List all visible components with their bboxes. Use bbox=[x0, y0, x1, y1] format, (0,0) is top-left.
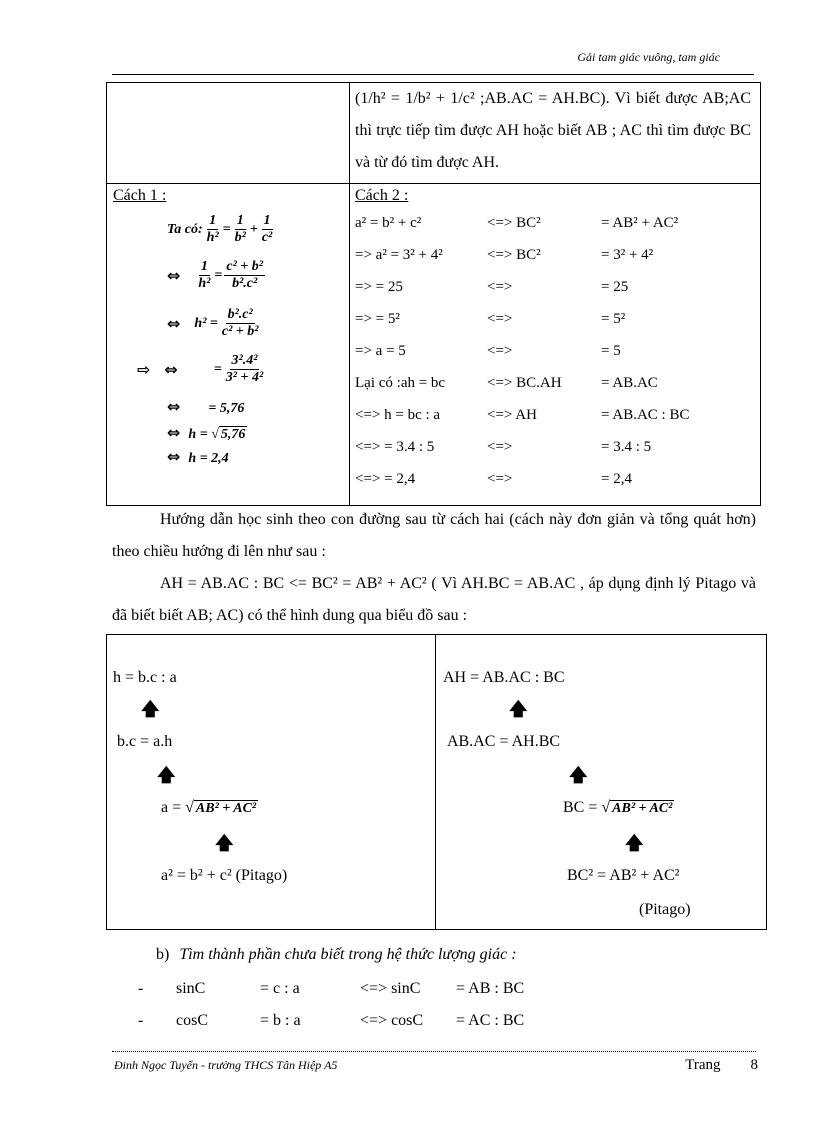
paragraph-summary: AH = AB.AC : BC <= BC² = AB² + AC² ( Vì AH.BC = AB.AC , áp dụng định lý Pitago và đã biết biết AB; AC) có thể hình dung qua biểu đồ sau : bbox=[112, 575, 756, 624]
table-row: => a = 5 <=> = 5 bbox=[355, 343, 621, 359]
diagram-divider bbox=[435, 635, 436, 929]
diagram-right-step-3: BC = √ AB² + AC² bbox=[563, 799, 673, 816]
diagram-right-step-4: BC² = AB² + AC² bbox=[567, 867, 680, 884]
footer-author: Đinh Ngọc Tuyển - trường THCS Tân Hiệp A5 bbox=[114, 1058, 338, 1072]
up-arrow-icon: 🡅 bbox=[215, 833, 234, 854]
table-divider bbox=[107, 183, 760, 184]
up-arrow-icon: 🡅 bbox=[141, 699, 160, 720]
footer-rule bbox=[112, 1051, 756, 1052]
header-rule bbox=[112, 74, 754, 75]
paragraph-guide: Hướng dẫn học sinh theo con đường sau từ cách hai (cách này đơn giản và tổng quát hơn) theo chiều hướng đi lên như sau : bbox=[112, 511, 756, 560]
list-item: - sinC = c : a <=> sinC = AB : BC bbox=[138, 980, 525, 997]
trig-list bbox=[138, 980, 638, 1050]
section-b-heading: b) Tìm thành phần chưa biết trong hệ thức lượng giác : bbox=[156, 946, 517, 963]
formula-line-4: ⇨ ⇔ = $\frac{\text{3².4²}}{\text{3² + 4²}}$ bbox=[137, 353, 264, 385]
table-row: <=> = 3.4 : 5 <=> = 3.4 : 5 bbox=[355, 439, 652, 455]
table-row: Lại có :ah = bc <=> BC.AH = AB.AC bbox=[355, 375, 658, 391]
flow-diagram bbox=[106, 634, 767, 930]
formula-line-5: ⇔ = 5,76 bbox=[167, 397, 245, 416]
table-row: => = 25 <=> = 25 bbox=[355, 279, 629, 295]
method-2-label: Cách 2 : bbox=[355, 187, 409, 204]
formula-line-3: ⇔ h² = $\frac{\text{b².c²}}{\text{c² + b²}}$ bbox=[167, 307, 259, 339]
formula-line-1: Ta có: $\frac{1}{\text{h²}}$ = $\frac{1}{\text{b²}}$ + $\frac{1}{\text{c²}}$ bbox=[167, 213, 273, 245]
table-row: a² = b² + c² <=> BC² = AB² + AC² bbox=[355, 215, 679, 231]
diagram-left-step-1: h = b.c : a bbox=[113, 669, 177, 686]
formula-line-2: ⇔ $\frac{1}{\text{h²}}$ = $\frac{\text{c² + b²}}{\text{b².c²}}$ bbox=[167, 259, 263, 291]
table-row: => a² = 3² + 4² <=> BC² = 3² + 4² bbox=[355, 247, 654, 263]
table-row: => = 5² <=> = 5² bbox=[355, 311, 626, 327]
diagram-left-step-4: a² = b² + c² (Pitago) bbox=[161, 867, 288, 884]
table-divider bbox=[349, 83, 350, 505]
up-arrow-icon: 🡅 bbox=[625, 833, 644, 854]
method-2-rows bbox=[355, 215, 755, 503]
diagram-left-step-2: b.c = a.h bbox=[117, 733, 173, 750]
up-arrow-icon: 🡅 bbox=[569, 765, 588, 786]
table-row: <=> h = bc : a <=> AH = AB.AC : BC bbox=[355, 407, 690, 423]
method-table bbox=[106, 82, 761, 506]
diagram-right-step-2: AB.AC = AH.BC bbox=[447, 733, 561, 750]
up-arrow-icon: 🡅 bbox=[509, 699, 528, 720]
diagram-left-step-3: a = √ AB² + AC² bbox=[161, 799, 257, 816]
diagram-right-note: (Pitago) bbox=[639, 901, 691, 918]
list-item: - cosC = b : a <=> cosC = AC : BC bbox=[138, 1012, 525, 1029]
formula-line-6: ⇔ h = √ 5,76 bbox=[167, 423, 246, 442]
formula-line-7: ⇔ h = 2,4 bbox=[167, 447, 229, 466]
table-row: <=> = 2,4 <=> = 2,4 bbox=[355, 471, 632, 487]
page-number: Trang 8 bbox=[685, 1057, 758, 1073]
up-arrow-icon: 🡅 bbox=[157, 765, 176, 786]
intro-text: (1/h² = 1/b² + 1/c² ;AB.AC = AH.BC). Vì biết được AB;AC thì trực tiếp tìm được AH hoặc biết AB ; AC thì tìm được BC và từ đó tìm được AH. bbox=[355, 90, 751, 171]
method-1-label: Cách 1 : bbox=[113, 187, 167, 204]
diagram-right-step-1: AH = AB.AC : BC bbox=[443, 669, 565, 686]
page-header: Gải tam giác vuông, tam giác bbox=[577, 50, 720, 64]
